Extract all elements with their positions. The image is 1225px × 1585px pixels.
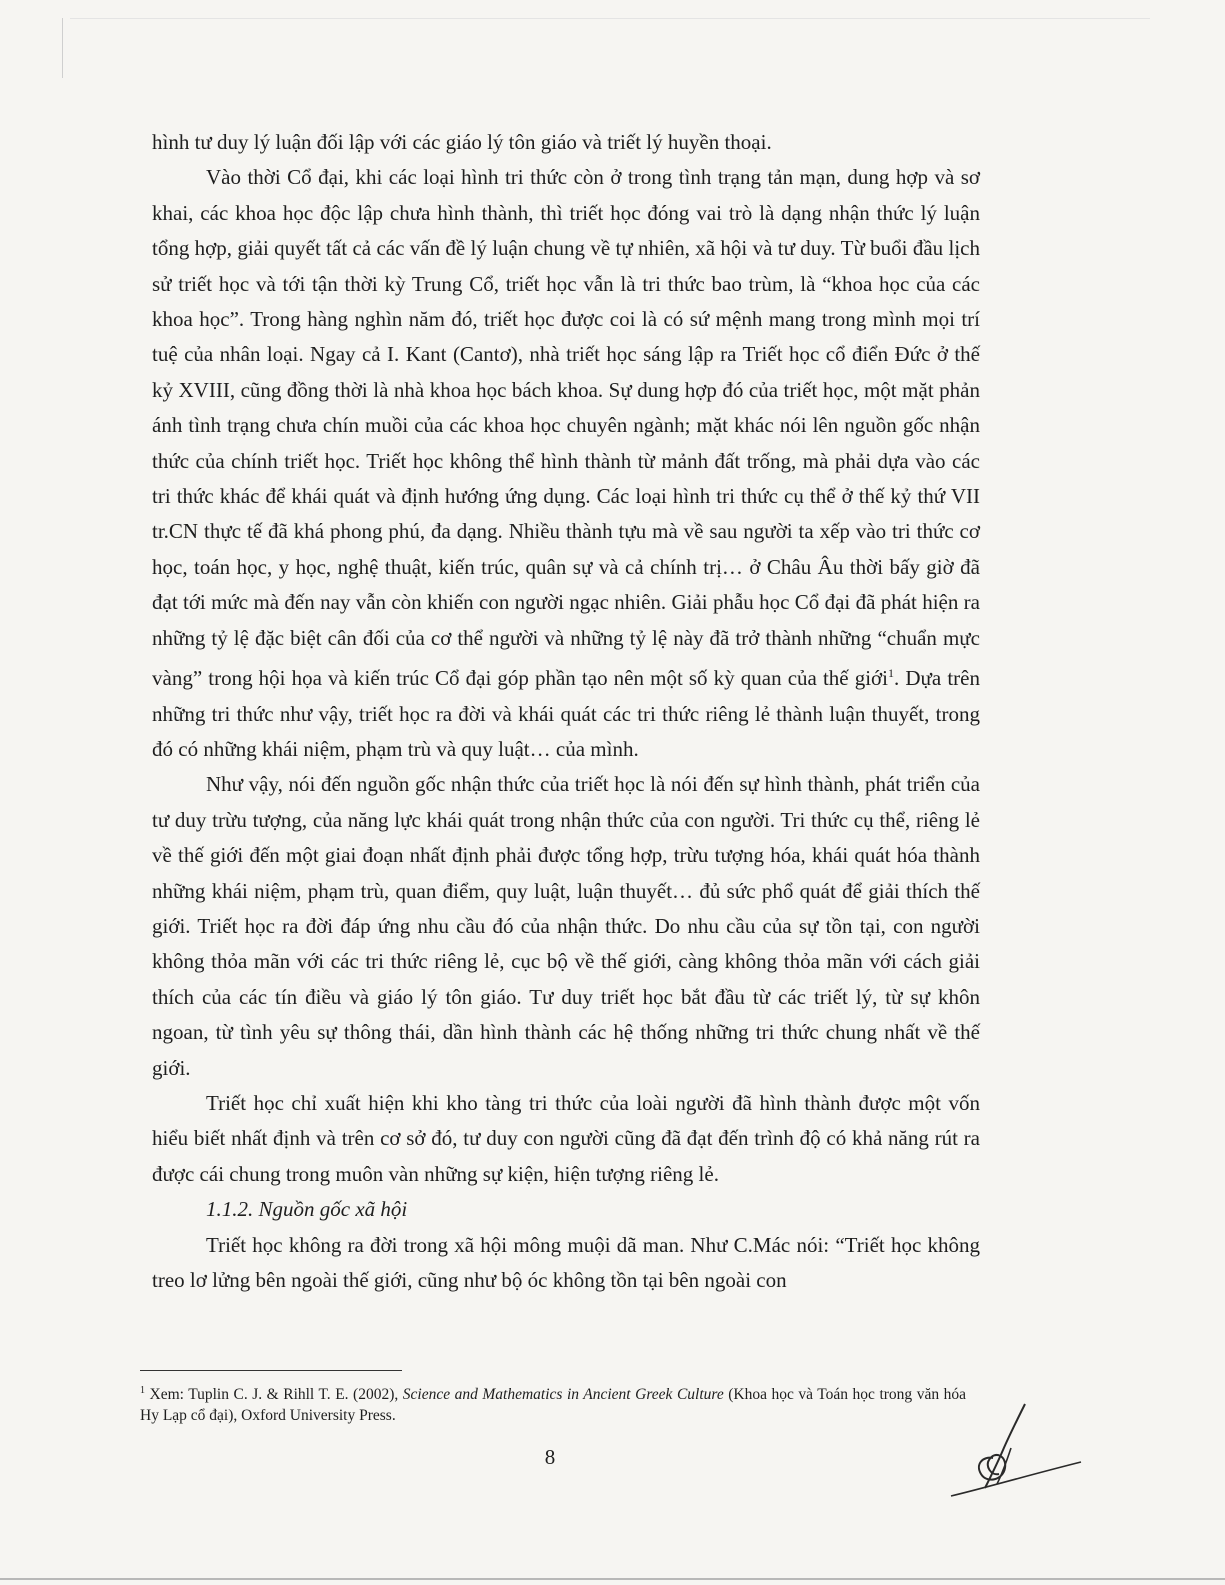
paragraph-ancient-period xyxy=(152,160,980,767)
paragraph-knowledge-store: Triết học chỉ xuất hiện khi kho tàng tri thức của loài người đã hình thành được một vốn hiểu biết nhất định và trên cơ sở đó, tư duy con người cũng đã đạt đến trình độ có khả năng rút ra được cái chung trong muôn vàn những sự kiện, hiện tượng riêng lẻ. xyxy=(152,1090,980,1186)
paragraph-ancient-period-text: Vào thời Cổ đại, khi các loại hình tri thức còn ở trong tình trạng tản mạn, dung hợp và sơ khai, các khoa học độc lập chưa hình thành, thì triết học đóng vai trò là dạng nhận thức lý luận tổng hợp, giải quyết tất cả các vấn đề lý luận chung về tự nhiên, xã hội và tư duy. Từ buổi đầu lịch sử triết học và tới tận thời kỳ Trung Cổ, triết học vẫn là tri thức bao trùm, là “khoa học của các khoa học”. Trong hàng nghìn năm đó, triết học được coi là có sứ mệnh mang trong mình mọi trí tuệ của nhân loại. Ngay cả I. Kant (Cantơ), nhà triết học sáng lập ra Triết học cổ điển Đức ở thế kỷ XVIII, cũng đồng thời là nhà khoa học bách khoa. Sự dung hợp đó của triết học, một mặt phản ánh tình trạng chưa chín muồi của các khoa học chuyên ngành; mặt khác nói lên nguồn gốc nhận thức của chính triết học. Triết học không thể hình thành từ mảnh đất trống, mà phải dựa vào các tri thức khác để khái quát và định hướng ứng dụng. Các loại hình tri thức cụ thể ở thế kỷ thứ VII tr.CN thực tế đã khá phong phú, đa dạng. Nhiều thành tựu mà về sau người ta xếp vào tri thức cơ học, toán học, y học, nghệ thuật, kiến trúc, quân sự và cả chính trị… ở Châu Âu thời bấy giờ đã đạt tới mức mà đến nay vẫn còn khiến con người ngạc nhiên. Giải phẫu học Cổ đại đã phát hiện ra những tỷ lệ đặc biệt cân đối của cơ thể người và những tỷ lệ này đã trở thành những “chuẩn mực vàng” trong hội họa và kiến trúc Cổ đại góp phần tạo nên một số kỳ quan của thế giới xyxy=(152,165,980,691)
paragraph-ancient-period-tail: . Dựa trên những tri thức như vậy, triết học ra đời và khái quát các tri thức riêng lẻ thành luận thuyết, trong đó có những khái niệm, phạm trù và quy luật… của mình. xyxy=(152,666,980,761)
paragraph-continued: hình tư duy lý luận đối lập với các giáo lý tôn giáo và triết lý huyền thoại. xyxy=(152,130,772,154)
section-heading: 1.1.2. Nguồn gốc xã hội xyxy=(206,1197,408,1222)
paragraph-social-origin: Triết học không ra đời trong xã hội mông muội dã man. Như C.Mác nói: “Triết học không treo lơ lửng bên ngoài thế giới, cũng như bộ óc không tồn tại bên ngoài con xyxy=(152,1232,980,1292)
footnote-tail: (Khoa học và Toán học trong văn hóa Hy Lạp cổ đại), Oxford University Press. xyxy=(140,1386,966,1425)
scan-edge-top xyxy=(70,18,1150,19)
footnote-lead: Xem: Tuplin C. J. & Rihll T. E. (2002), xyxy=(145,1386,403,1404)
scan-edge-left xyxy=(62,18,63,78)
footnote-marker: 1 xyxy=(140,1385,145,1396)
footnote-ref[interactable]: 1 xyxy=(888,666,894,681)
paragraph-cognitive-origin: Như vậy, nói đến nguồn gốc nhận thức của triết học là nói đến sự hình thành, phát triển của tư duy trừu tượng, của năng lực khái quát trong nhận thức của con người. Tri thức cụ thể, riêng lẻ về thế giới đến một giai đoạn nhất định phải được tổng hợp, trừu tượng hóa, khái quát hóa thành những khái niệm, phạm trù, quan điểm, quy luật, luận thuyết… đủ sức phổ quát để giải thích thế giới. Triết học ra đời đáp ứng nhu cầu đó của nhận thức. Do nhu cầu của sự tồn tại, con người không thỏa mãn với các tri thức riêng lẻ, cục bộ về thế giới, càng không thỏa mãn với cách giải thích của các tín điều và giáo lý tôn giáo. Tư duy triết học bắt đầu từ các triết lý, từ sự khôn ngoan, từ tình yêu sự thông thái, dần hình thành các hệ thống những tri thức chung nhất về thế giới. xyxy=(152,772,980,1080)
page-number: 8 xyxy=(544,1445,556,1469)
page-body xyxy=(152,125,980,1298)
handwritten-signature xyxy=(945,1400,1085,1500)
scan-edge-bottom xyxy=(0,1578,1225,1580)
footnote-divider xyxy=(140,1370,402,1371)
footnote-book-title: Science and Mathematics in Ancient Greek Culture xyxy=(402,1386,724,1404)
footnote xyxy=(140,1380,966,1426)
